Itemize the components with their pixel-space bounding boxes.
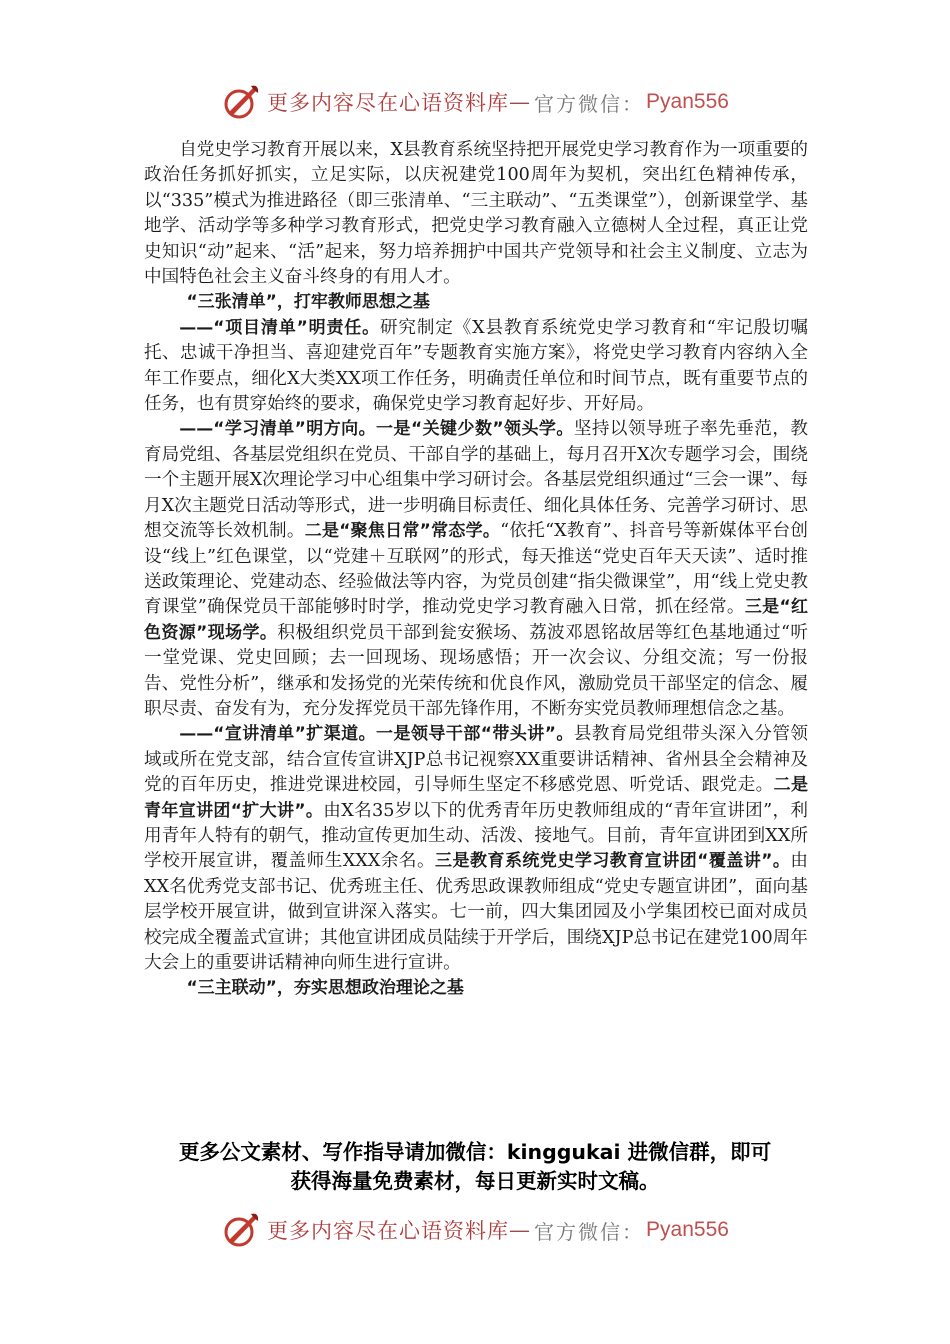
- header-banner: [0, 80, 950, 124]
- intro-paragraph: 自党史学习教育开展以来，X县教育系统坚持把开展党史学习教育作为一项重要的政治任务抓好抓实，立足实际，以庆祝建党100周年为契机，突出红色精神传承，以“335”模式为推进路径（即三张清单、“三主联动”、“五类课堂”），创新课堂学、基地学、活动学等多种学习教育形式，把党史学习教育融入立德树人全过程，真正让党史知识“动”起来、“活”起来，努力培养拥护中国共产党领导和社会主义制度、立志为中国特色社会主义奋斗终身的有用人才。: [144, 140, 808, 288]
- paragraph-text: 由X名35岁以下的优秀青年历史教师组成的“青年宣讲团”，利用青年人特有的朝气，推动宣传更加生动、活泼、接地气。目前，青年宣讲团到XX所学校开展宣讲，覆盖师生XXX余名。: [144, 800, 808, 872]
- paragraph-lead: ——“学习清单”明方向。一是“关键少数”领头学。: [179, 419, 574, 440]
- paragraph-text: “依托“X教育”、抖音号等新媒体平台创设“线上”红色课堂，以“党建＋互联网”的形式，每天推送“党史百年天天读”、适时推送政策理论、党建动态、经验做法等内容，为党员创建“指尖微课堂”，用“线上党史教育课堂”确保党员干部能够时时学，推动党史学习教育融入日常，抓在经常。: [144, 521, 808, 618]
- site-name: 更多内容尽在心语资料库: [267, 91, 510, 115]
- promo-line-2: 获得海量免费素材，每日更新实时文稿。: [290, 1169, 660, 1193]
- paragraph-study-list: [144, 417, 808, 722]
- paragraph-lead: 二是“聚焦日常”常态学。: [304, 521, 501, 542]
- promo-notice: [0, 1138, 950, 1196]
- section-heading-1: “三张清单”，打牢教师思想之基: [186, 292, 430, 313]
- paragraph-lead: 三是教育系统党史学习教育宣讲团“覆盖讲”。: [435, 851, 791, 872]
- paragraph-text: 由XX名优秀党支部书记、优秀班主任、优秀思政课教师组成“党史专题宣讲团”，面向基层学校开展宣讲，做到宣讲深入落实。七一前，四大集团园及小学集团校已面对成员校完成全覆盖式宣讲；其他宣讲团成员陆续于开学后，围绕XJP总书记在建党100周年大会上的重要讲话精神向师生进行宣讲。: [144, 851, 808, 973]
- wechat-label: 官方微信：: [534, 91, 645, 116]
- banner-dash: —: [509, 1218, 531, 1242]
- quill-logo-icon: [221, 1210, 261, 1250]
- paragraph-lecture-list: [144, 722, 808, 976]
- paragraph-project-list: [144, 316, 808, 418]
- section-heading-2: “三主联动”，夯实思想政治理论之基: [186, 978, 464, 999]
- footer-banner: [0, 1208, 950, 1252]
- wechat-label: 官方微信：: [534, 1219, 645, 1244]
- paragraph-lead: ——“宣讲清单”扩渠道。一是领导干部“带头讲”。: [179, 724, 574, 745]
- site-name: 更多内容尽在心语资料库: [267, 1219, 510, 1243]
- quill-logo-icon: [221, 82, 261, 122]
- wechat-id: Pyan556: [646, 90, 729, 113]
- banner-dash: —: [509, 90, 531, 114]
- paragraph-text: 研究制定《X县教育系统党史学习教育和“牢记殷切嘱托、忠诚干净担当、喜迎建党百年”专题教育实施方案》，将党史学习教育内容纳入全年工作要点，细化X大类XX项工作任务，明确责任单位和时间节点，既有重要节点的任务，也有贯穿始终的要求，确保党史学习教育起好步、开好局。: [144, 317, 808, 415]
- paragraph-lead: 三是“红色资源”现场学。: [144, 597, 808, 643]
- paragraph-lead: ——“项目清单”明责任。: [179, 317, 380, 338]
- paragraph-lead: 二是青年宣讲团“扩大讲”。: [144, 775, 808, 821]
- article-body: [144, 138, 808, 1002]
- paragraph-text: 坚持以领导班子率先垂范，教育局党组、各基层党组织在党员、干部自学的基础上，每月召开X次专题学习会，围绕一个主题开展X次理论学习中心组集中学习研讨会。各基层党组织通过“三会一课”、每月X次主题党日活动等形式，进一步明确目标责任、细化具体任务、完善学习研讨、思想交流等长效机制。: [144, 419, 808, 542]
- paragraph-text: 县教育局党组带头深入分管领域或所在党支部，结合宣传宣讲XJP总书记视察XX重要讲话精神、省州县全会精神及党的百年历史，推进党课进校园，引导师生坚定不移感党恩、听党话、跟党走。: [144, 724, 808, 796]
- wechat-id: Pyan556: [646, 1218, 729, 1241]
- paragraph-text: 积极组织党员干部到瓮安猴场、荔波邓恩铭故居等红色基地通过“听一堂党课、党史回顾；去一回现场、现场感悟；开一次会议、分组交流；写一份报告、党性分析”，继承和发扬党的光荣传统和优良作风，激励党员干部坚定的信念、履职尽责、奋发有为，充分发挥党员干部先锋作用，不断夯实党员教师理想信念之基。: [144, 622, 808, 719]
- promo-line-1: 更多公文素材、写作指导请加微信：kinggukai 进微信群，即可: [178, 1140, 772, 1164]
